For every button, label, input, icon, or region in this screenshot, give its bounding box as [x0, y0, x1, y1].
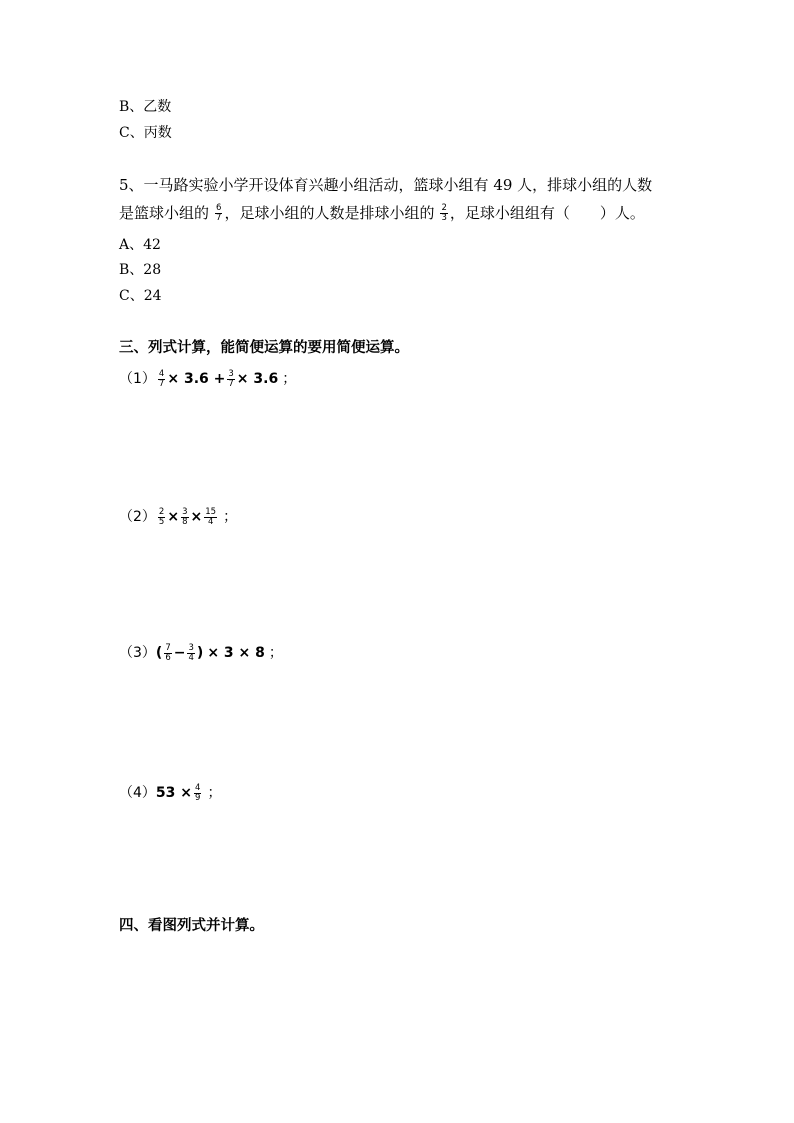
problem-3-label: （3）: [119, 645, 156, 661]
section-3-title: 三、列式计算，能简便运算的要用简便运算。: [119, 340, 409, 356]
problem-1: [119, 366, 296, 392]
expression-part: × 3 × 8: [207, 645, 265, 661]
problem-2: [119, 504, 237, 530]
fraction-two-thirds: [440, 204, 447, 223]
fraction-denominator: 9: [195, 792, 201, 803]
fraction-numerator: 3: [182, 506, 188, 517]
question-5-line-2: [119, 203, 645, 223]
fraction-denominator: 7: [158, 378, 165, 389]
question-5-option-c: C、24: [119, 288, 162, 304]
fraction-numerator: 2: [441, 202, 447, 213]
fraction: [158, 370, 165, 389]
option-c: C、丙数: [119, 125, 172, 141]
problem-3: [119, 639, 283, 667]
fraction: [204, 508, 217, 527]
fraction-numerator: 2: [158, 506, 165, 517]
question-5-text-a: 是篮球小组的: [119, 204, 210, 222]
minus-sign: −: [173, 645, 186, 661]
semicolon: ；: [268, 645, 283, 661]
fraction: [164, 644, 171, 663]
times-sign: ×: [167, 509, 180, 525]
semicolon: ；: [223, 509, 238, 525]
option-b: B、乙数: [119, 99, 172, 115]
fraction-numerator: 3: [188, 642, 194, 653]
fraction: [187, 644, 194, 663]
problem-4-label: （4）: [119, 785, 156, 801]
semicolon: ；: [207, 785, 222, 801]
problem-4: [119, 780, 221, 806]
expression-part: 53 ×: [155, 785, 193, 801]
fraction-denominator: 4: [188, 652, 194, 663]
question-5-option-a: A、42: [119, 237, 161, 253]
fraction-numerator: 7: [165, 642, 171, 653]
fraction: [194, 784, 201, 803]
left-parenthesis: (: [155, 645, 163, 661]
question-5-text-c: ，足球小组组有（ ）人。: [449, 204, 645, 222]
fraction-numerator: 4: [195, 782, 201, 793]
expression-part: × 3.6: [236, 371, 279, 387]
fraction-denominator: 7: [216, 212, 222, 223]
fraction: [181, 508, 188, 527]
question-5-line-1: 5、一马路实验小学开设体育兴趣小组活动，篮球小组有 49 人，排球小组的人数: [119, 176, 653, 194]
fraction-denominator: 5: [158, 516, 165, 527]
times-sign: ×: [190, 509, 203, 525]
fraction-numerator: 4: [158, 368, 165, 379]
section-4-title: 四、看图列式并计算。: [119, 918, 264, 934]
fraction-denominator: 6: [165, 652, 171, 663]
fraction-numerator: 3: [228, 368, 234, 379]
fraction-denominator: 4: [207, 516, 214, 527]
fraction-denominator: 3: [441, 212, 447, 223]
fraction-six-sevenths: [215, 204, 222, 223]
right-parenthesis: ): [196, 645, 204, 661]
fraction-denominator: 8: [182, 516, 188, 527]
fraction-denominator: 7: [228, 378, 234, 389]
problem-2-label: （2）: [119, 509, 156, 525]
semicolon: ；: [282, 371, 297, 387]
question-5-text-b: ，足球小组的人数是排球小组的: [224, 204, 435, 222]
fraction-numerator: 15: [205, 506, 217, 517]
question-5-option-b: B、28: [119, 262, 162, 278]
problem-1-label: （1）: [119, 371, 156, 387]
expression-part: × 3.6 +: [167, 371, 226, 387]
fraction: [158, 508, 165, 527]
fraction-numerator: 6: [216, 202, 222, 213]
fraction: [227, 370, 234, 389]
